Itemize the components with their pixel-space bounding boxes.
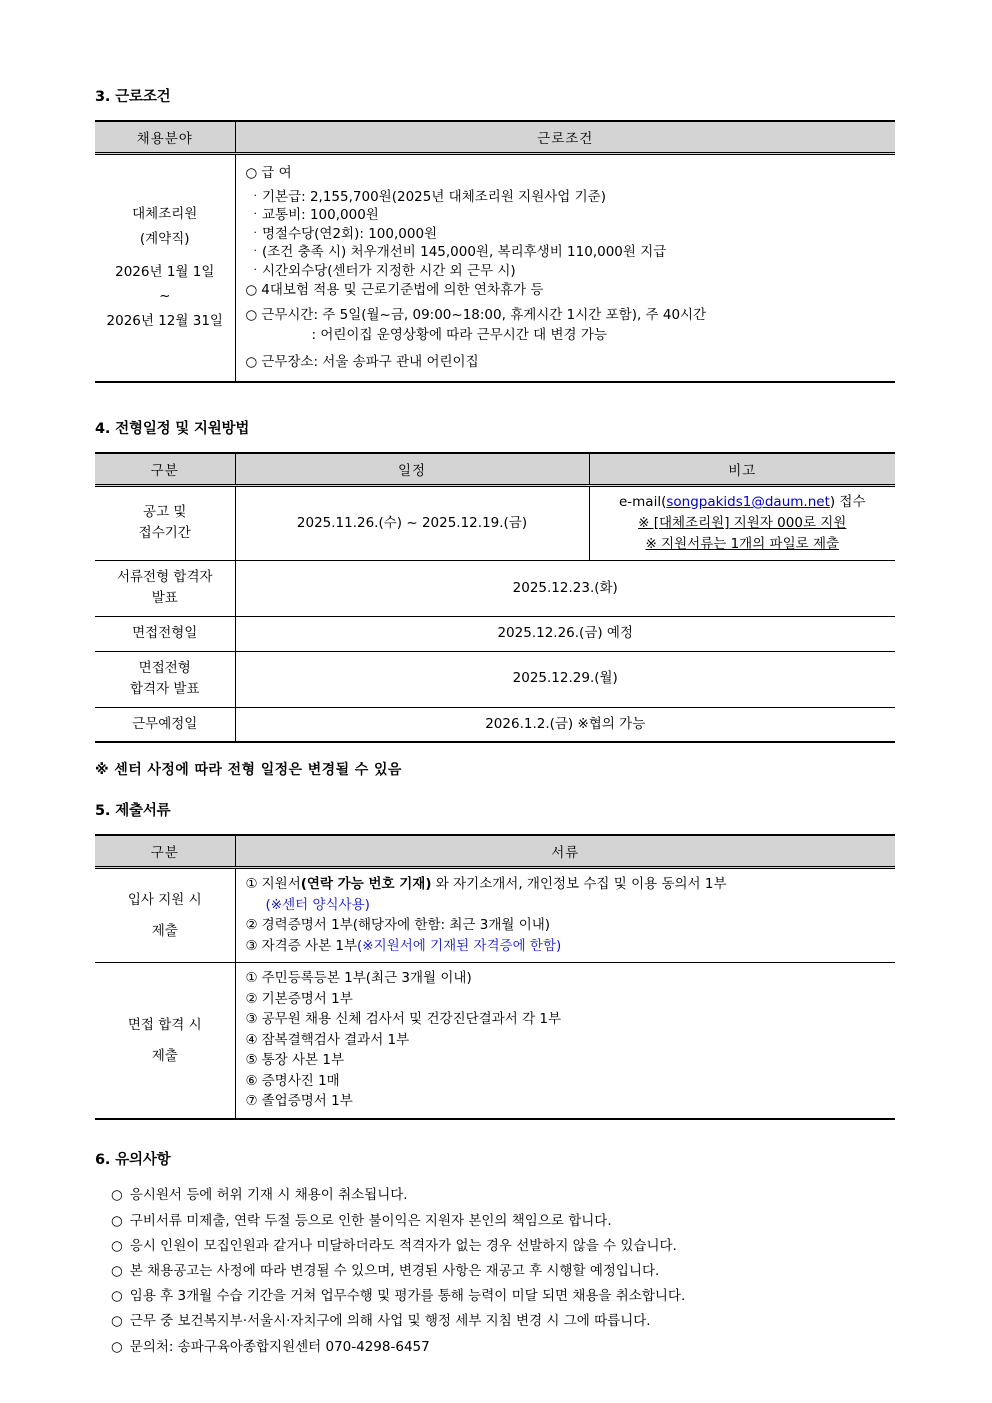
category-line-1: 입사 지원 시	[127, 891, 202, 908]
salary-item-text: 기본급: 2,155,700원(2025년 대체조리원 지원사업 기준)	[262, 188, 606, 205]
work-hours-subnote: : 어린이집 운영상황에 따라 근무시간 대 변경 가능	[311, 327, 607, 343]
item-marker: ⑤	[245, 1052, 258, 1069]
documents-items-cell	[235, 963, 895, 1119]
col-header-remarks: 비고	[589, 453, 895, 486]
table-row	[95, 868, 895, 963]
circle-marker-icon: ○	[111, 1237, 123, 1254]
item-text: 경력증명서 1부(해당자에 한함: 최근 3개월 이내)	[261, 917, 551, 934]
item-marker: ①	[245, 876, 258, 893]
circle-marker-icon: ○	[111, 1262, 123, 1279]
schedule-category-cell: 근무예정일	[95, 707, 235, 742]
notice-text: 응시 인원이 모집인원과 같거나 미달하더라도 적격자가 없는 경우 선발하지 않을 수 있습니다.	[129, 1237, 677, 1254]
salary-item	[246, 188, 896, 207]
col-header-documents: 서류	[235, 835, 895, 868]
dot-marker-icon: ·	[253, 262, 257, 276]
email-suffix: ) 접수	[829, 494, 866, 510]
document-item	[246, 989, 896, 1010]
item-text: 주민등록등본 1부(최근 3개월 이내)	[261, 970, 472, 987]
section-heading-documents	[95, 799, 895, 820]
period-end: 2026년 12월 31일	[106, 313, 223, 330]
section-gap	[95, 383, 895, 417]
remark-note-2: ※ 지원서류는 1개의 파일로 제출	[645, 535, 840, 552]
section-title: 유의사항	[115, 1151, 171, 1168]
document-item	[246, 936, 896, 957]
insurance-line	[246, 280, 896, 300]
period-start: 2026년 1월 1일	[115, 263, 215, 280]
dot-marker-icon: ·	[253, 244, 257, 257]
item-marker: ④	[245, 1031, 258, 1048]
item-marker: ⑥	[245, 1072, 258, 1089]
section-gap	[95, 1120, 895, 1148]
category-line-1: 면접전형	[138, 659, 191, 676]
document-item	[246, 1009, 896, 1030]
section-title: 근로조건	[115, 89, 171, 105]
table-row	[95, 560, 895, 616]
dot-marker-icon: ·	[253, 188, 257, 202]
salary-heading: 급 여	[261, 165, 292, 181]
document-item	[246, 1030, 896, 1051]
schedule-table	[95, 452, 895, 743]
item-marker: ③	[245, 937, 258, 954]
category-line-2: 합격자 발표	[130, 681, 200, 698]
col-header-category: 구분	[95, 453, 235, 486]
circle-marker-icon: ○	[245, 306, 258, 323]
notices-list	[95, 1183, 895, 1360]
notice-text: 근무 중 보건복지부·서울시·자치구에 의해 사업 및 행정 세부 지침 변경 시 그에 따릅니다.	[129, 1313, 651, 1330]
item-text: 잠복결핵검사 결과서 1부	[261, 1031, 410, 1048]
salary-heading-line	[246, 163, 896, 183]
item-text: 공무원 채용 신체 검사서 및 건강진단결과서 각 1부	[261, 1011, 562, 1028]
remark-note-1: ※ [대체조리원] 지원자 000로 지원	[638, 514, 847, 531]
email-link[interactable]: songpakids1@daum.net	[666, 494, 830, 510]
item-text-bold: (연락 가능 번호 기재)	[300, 876, 432, 893]
document-item	[246, 915, 896, 936]
email-prefix: e-mail(	[618, 494, 667, 510]
notice-text: 임용 후 3개월 수습 기간을 거쳐 업무수행 및 평가를 통해 능력이 미달 되면 채용을 취소합니다.	[129, 1288, 686, 1305]
table-header-row	[95, 453, 895, 486]
table-row	[95, 963, 895, 1119]
cell-spacer	[99, 252, 231, 260]
list-item	[111, 1258, 895, 1283]
email-line	[594, 492, 892, 513]
position-name: 대체조리원	[132, 205, 198, 222]
table-header-row	[95, 121, 895, 154]
schedule-category-cell	[95, 486, 235, 561]
documents-category-cell	[95, 963, 235, 1119]
circle-marker-icon: ○	[111, 1313, 123, 1330]
circle-marker-icon: ○	[111, 1288, 123, 1305]
table-row	[95, 651, 895, 707]
salary-item-text: (조건 충족 시) 처우개선비 145,000원, 복리후생비 110,000원 지급	[262, 244, 667, 260]
document-item	[246, 968, 896, 989]
table-row	[95, 707, 895, 742]
item-text: 기본증명서 1부	[261, 990, 353, 1007]
document-item	[246, 1091, 896, 1112]
table-header-row	[95, 835, 895, 868]
item-marker: ②	[245, 990, 258, 1007]
document-item	[246, 874, 896, 895]
salary-item	[246, 243, 896, 262]
schedule-footnote: ※ 센터 사정에 따라 전형 일정은 변경될 수 있음	[95, 762, 402, 779]
insurance-text: 4대보험 적용 및 근로기준법에 의한 연차휴가 등	[261, 282, 544, 298]
section-number: 3.	[95, 89, 111, 105]
list-item	[111, 1309, 895, 1334]
schedule-date-cell: 2026.1.2.(금) ※협의 가능	[235, 707, 895, 742]
circle-marker-icon: ○	[245, 282, 258, 298]
schedule-category-cell	[95, 560, 235, 616]
section-number: 6.	[95, 1151, 111, 1168]
category-line-1: 서류전형 합격자	[116, 568, 213, 585]
col-header-category: 구분	[95, 835, 235, 868]
documents-category-cell	[95, 868, 235, 963]
section-title: 전형일정 및 지원방법	[115, 421, 250, 437]
circle-marker-icon: ○	[111, 1187, 123, 1204]
dot-marker-icon: ·	[253, 207, 257, 220]
schedule-date-cell: 2025.12.23.(화)	[235, 560, 895, 616]
item-text-blue: (※지원서에 기재된 자격증에 한함)	[357, 937, 562, 954]
document-content	[95, 85, 895, 1359]
document-item-subnote	[246, 895, 896, 916]
item-marker: ②	[245, 917, 258, 934]
list-item	[111, 1208, 895, 1233]
category-line-2: 제출	[151, 922, 178, 939]
schedule-remarks-cell	[589, 486, 895, 561]
section-number: 4.	[95, 421, 111, 437]
document-item	[246, 1050, 896, 1071]
document-item	[246, 1071, 896, 1092]
salary-item-text: 시간외수당(센터가 지정한 시간 외 근무 시)	[262, 262, 516, 279]
table-row	[95, 154, 895, 383]
circle-marker-icon: ○	[245, 165, 258, 181]
col-header-date: 일정	[235, 453, 589, 486]
list-item	[111, 1334, 895, 1359]
circle-marker-icon: ○	[111, 1212, 123, 1229]
list-item	[111, 1233, 895, 1258]
work-hours-line	[246, 305, 896, 325]
table-row	[95, 616, 895, 651]
working-conditions-cell	[235, 154, 895, 383]
item-marker: ③	[245, 1011, 258, 1028]
col-header-recruit-field: 채용분야	[95, 121, 235, 154]
recruit-field-cell	[95, 154, 235, 383]
working-conditions-table	[95, 120, 895, 383]
section-heading-schedule	[95, 417, 895, 438]
category-line-2: 제출	[151, 1047, 178, 1064]
work-place-text: 근무장소: 서울 송파구 관내 어린이집	[261, 353, 479, 370]
circle-marker-icon: ○	[245, 353, 258, 370]
item-text-post: 와 자기소개서, 개인정보 수집 및 이용 동의서 1부	[431, 876, 727, 893]
item-text: 증명사진 1매	[261, 1072, 340, 1089]
schedule-date-cell: 2025.12.26.(금) 예정	[235, 616, 895, 651]
item-text: 지원서	[261, 876, 301, 893]
item-marker: ⑦	[245, 1093, 258, 1110]
section-number: 5.	[95, 803, 111, 820]
notice-text: 본 채용공고는 사정에 따라 변경될 수 있으며, 변경된 사항은 재공고 후 시행할 예정입니다.	[129, 1262, 660, 1279]
schedule-category-cell	[95, 651, 235, 707]
section-heading-working-conditions	[95, 85, 895, 106]
category-line-1: 공고 및	[143, 503, 187, 520]
circle-marker-icon: ○	[111, 1338, 123, 1355]
notice-text: 구비서류 미제출, 연락 두절 등으로 인한 불이익은 지원자 본인의 책임으로 합니다.	[129, 1212, 612, 1229]
table-row	[95, 486, 895, 561]
work-place-line	[246, 352, 896, 372]
schedule-date-cell: 2025.12.29.(월)	[235, 651, 895, 707]
period-tilde: ~	[159, 288, 171, 305]
item-text: 졸업증명서 1부	[261, 1093, 353, 1110]
salary-item	[246, 225, 896, 244]
item-text: 자격증 사본 1부	[261, 937, 358, 954]
schedule-date-cell: 2025.11.26.(수) ~ 2025.12.19.(금)	[235, 486, 589, 561]
list-item	[111, 1183, 895, 1208]
section-title: 제출서류	[115, 803, 171, 820]
salary-item	[246, 206, 896, 225]
item-text-blue: (※센터 양식사용)	[265, 896, 370, 913]
item-text: 통장 사본 1부	[261, 1052, 344, 1069]
salary-item-text: 명절수당(연2회): 100,000원	[262, 225, 438, 242]
employment-type: (계약직)	[139, 230, 190, 247]
category-line-2: 접수기간	[138, 525, 191, 542]
list-item	[111, 1284, 895, 1309]
category-line-2: 발표	[151, 590, 178, 607]
schedule-category-cell: 면접전형일	[95, 616, 235, 651]
salary-item	[246, 262, 896, 281]
notice-text: 응시원서 등에 허위 기재 시 채용이 취소됩니다.	[129, 1187, 408, 1204]
col-header-working-conditions: 근로조건	[235, 121, 895, 154]
work-hours-text: 근무시간: 주 5일(월~금, 09:00~18:00, 휴게시간 1시간 포함), 주 40시간	[261, 306, 707, 323]
documents-items-cell	[235, 868, 895, 963]
section-heading-notices	[95, 1148, 895, 1169]
notice-text: 문의처: 송파구육아종합지원센터 070-4298-6457	[129, 1338, 430, 1355]
documents-table	[95, 834, 895, 1120]
salary-item-text: 교통비: 100,000원	[262, 207, 379, 223]
dot-marker-icon: ·	[253, 225, 257, 239]
category-line-1: 면접 합격 시	[127, 1016, 202, 1033]
item-marker: ①	[245, 970, 258, 987]
